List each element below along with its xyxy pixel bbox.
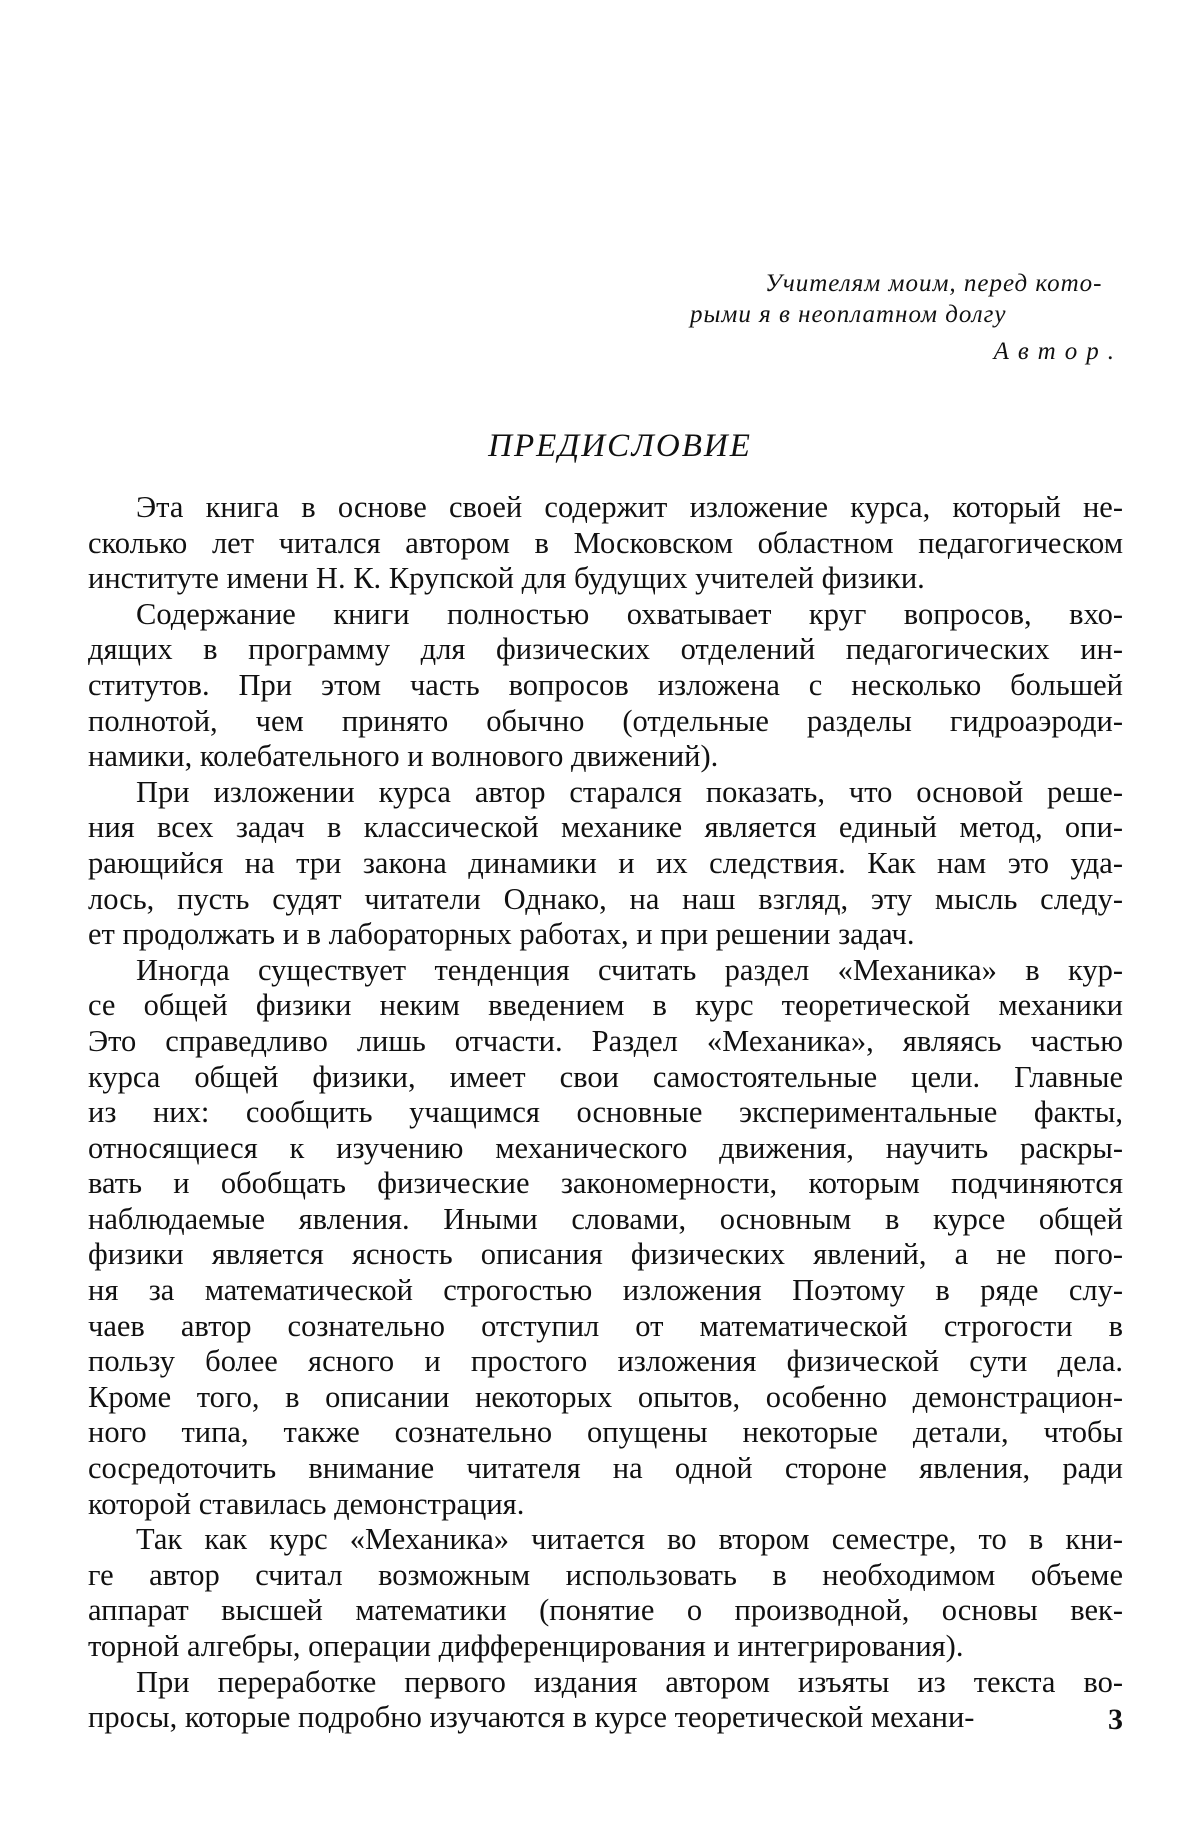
epigraph	[690, 268, 1135, 367]
text-line: ет продолжать и в лабораторных работах, и при решении задач.	[88, 917, 915, 952]
paragraph	[88, 1665, 1123, 1736]
section-heading: ПРЕДИСЛОВИЕ	[488, 428, 752, 464]
text-line: относящиеся к изучению механического движения, научить раскры-	[88, 1130, 1123, 1165]
text-line: из них: сообщить учащимся основные экспериментальные факты,	[88, 1095, 1123, 1130]
text-line: ного типа, также сознательно опущены некоторые детали, чтобы	[88, 1415, 1123, 1450]
paragraph	[88, 775, 1123, 953]
epigraph-line: рыми я в неоплатном долгу	[690, 301, 1007, 328]
text-line: ге автор считал возможным использовать в необходимом объеме	[88, 1557, 1123, 1592]
text-line: полнотой, чем принято обычно (отдельные разделы гидроаэроди-	[88, 703, 1123, 738]
page-number: 3	[1108, 1703, 1123, 1736]
paragraph	[88, 490, 1123, 597]
epigraph-line: Учителям моим, перед кото-	[765, 270, 1103, 297]
text-line: чаев автор сознательно отступил от математической строгости в	[88, 1308, 1123, 1343]
text-line: лось, пусть судят читатели Однако, на наш взгляд, эту мысль следу-	[88, 881, 1123, 916]
text-line: курса общей физики, имеет свои самостоятельные цели. Главные	[88, 1059, 1123, 1094]
text-line: Кроме того, в описании некоторых опытов, особенно демонстрацион-	[88, 1379, 1123, 1414]
text-line: При переработке первого издания автором изъяты из текста во-	[136, 1664, 1123, 1699]
text-line: ния всех задач в классической механике является единый метод, опи-	[88, 810, 1123, 845]
text-line: При изложении курса автор старался показать, что основой реше-	[136, 774, 1123, 809]
paragraph	[88, 953, 1123, 1523]
text-line: Содержание книги полностью охватывает круг вопросов, вхо-	[136, 596, 1123, 631]
text-line: институте имени Н. К. Крупской для будущих учителей физики.	[88, 561, 925, 596]
text-line: ститутов. При этом часть вопросов изложена с несколько большей	[88, 667, 1123, 702]
text-line: физики является ясность описания физических явлений, а не пого-	[88, 1237, 1123, 1272]
epigraph-author: Автор.	[993, 338, 1123, 365]
text-line: Иногда существует тенденция считать раздел «Механика» в кур-	[136, 952, 1123, 987]
text-line: которой ставилась демонстрация.	[88, 1486, 525, 1521]
body-text	[88, 490, 1123, 1736]
text-line: дящих в программу для физических отделений педагогических ин-	[88, 632, 1123, 667]
text-line: торной алгебры, операции дифференцирования и интегрирования).	[88, 1629, 964, 1663]
paragraph	[88, 1522, 1123, 1664]
text-line: наблюдаемые явления. Иными словами, основным в курсе общей	[88, 1201, 1123, 1236]
text-line: просы, которые подробно изучаются в курсе теоретической механи-	[88, 1700, 975, 1735]
text-line: аппарат высшей математики (понятие о производной, основы век-	[88, 1593, 1123, 1628]
paragraph	[88, 597, 1123, 775]
text-line: рающийся на три закона динамики и их следствия. Как нам это уда-	[88, 845, 1123, 880]
text-line: сосредоточить внимание читателя на одной стороне явления, ради	[88, 1451, 1123, 1486]
text-line: Это справедливо лишь отчасти. Раздел «Механика», являясь частью	[88, 1023, 1123, 1058]
text-line: Эта книга в основе своей содержит изложение курса, который не-	[136, 490, 1123, 524]
text-line: Так как курс «Механика» читается во втором семестре, то в кни-	[136, 1522, 1123, 1557]
text-line: сколько лет читался автором в Московском областном педагогическом	[88, 525, 1123, 560]
text-line: ня за математической строгостью изложения Поэтому в ряде слу-	[88, 1273, 1123, 1308]
text-line: вать и обобщать физические закономерности, которым подчиняются	[88, 1166, 1123, 1201]
text-line: намики, колебательного и волнового движений).	[88, 739, 719, 774]
text-line: пользу более ясного и простого изложения физической сути дела.	[88, 1344, 1123, 1379]
text-line: се общей физики неким введением в курс теоретической механики	[88, 988, 1123, 1023]
